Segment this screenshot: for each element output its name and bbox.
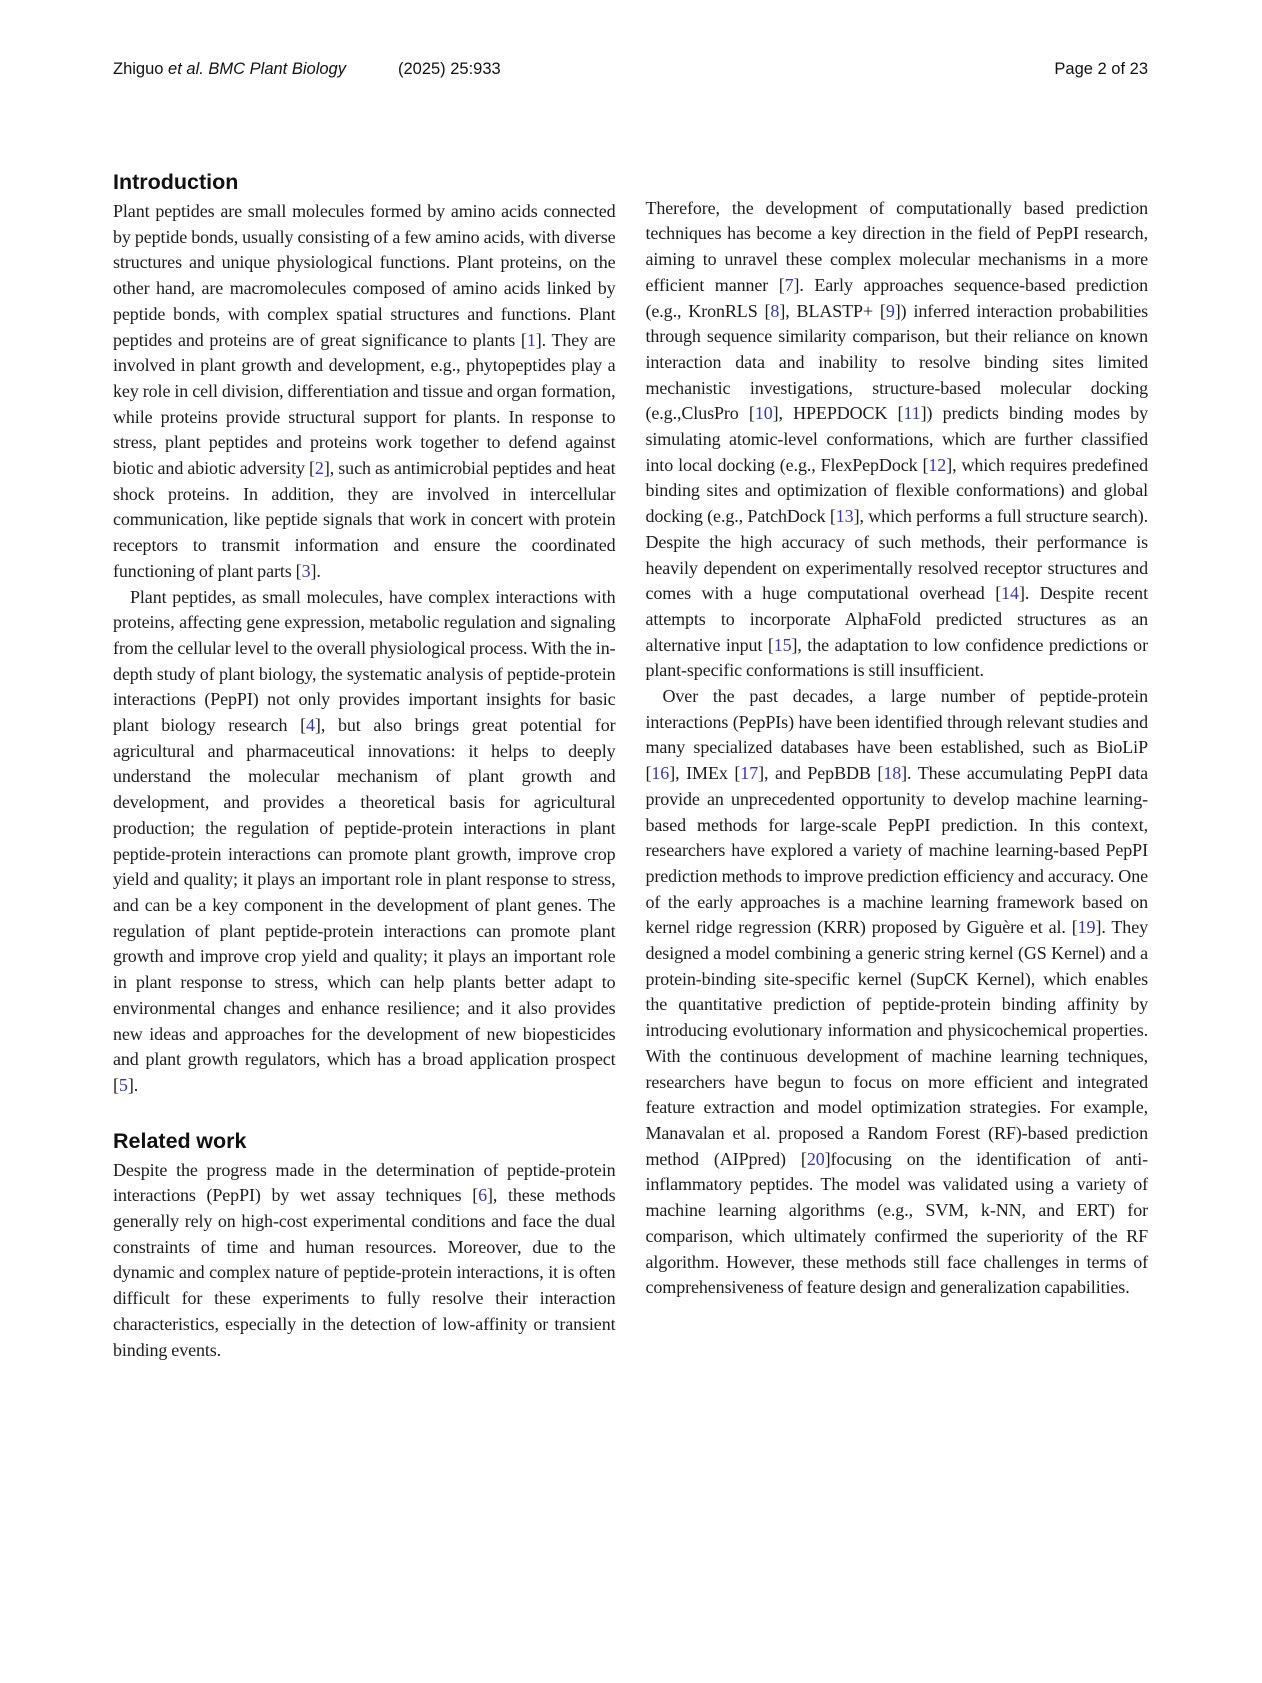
page-header bbox=[113, 60, 1148, 79]
citation-link[interactable]: 19 bbox=[1077, 917, 1096, 938]
citation-link[interactable]: 17 bbox=[740, 763, 759, 784]
right-paragraph-1: Therefore, the development of computationally based prediction techniques has become a key direction in the field of PepPI research, aiming to unravel these complex molecular mechanisms in a more efficient manner [7]. Early approaches sequence-based prediction (e.g., KronRLS [8], BLASTP+ [9]) inferred interaction probabilities through sequence similarity comparison, but their reliance on known interaction data and inability to resolve binding sites limited mechanistic investigations, structure-based molecular docking (e.g.,ClusPro [10], HPEPDOCK [11]) predicts binding modes by simulating atomic-level conformations, which are further classified into local docking (e.g., FlexPepDock [12], which requires predefined binding sites and optimization of flexible conformations) and global docking (e.g., PatchDock [13], which performs a full structure search). Despite the high accuracy of such methods, their performance is heavily dependent on experimentally resolved receptor structures and comes with a huge computational overhead [14]. Despite recent attempts to incorporate AlphaFold predicted structures as an alternative input [15], the adaptation to low confidence predictions or plant-specific conformations is still insufficient. bbox=[645, 197, 1148, 681]
article-body bbox=[113, 170, 1148, 1363]
citation-link[interactable]: 1 bbox=[526, 329, 536, 350]
page-number: Page 2 of 23 bbox=[1054, 60, 1148, 78]
issue-citation: (2025) 25:933 bbox=[397, 60, 501, 78]
journal-reference bbox=[113, 60, 501, 79]
citation-link[interactable]: 2 bbox=[314, 458, 324, 479]
citation-link[interactable]: 18 bbox=[883, 763, 902, 784]
citation-link[interactable]: 6 bbox=[478, 1185, 488, 1206]
citation-link[interactable]: 20 bbox=[806, 1148, 825, 1169]
right-column bbox=[646, 170, 1149, 1363]
related-work-heading: Related work bbox=[113, 1128, 247, 1153]
citation-link[interactable]: 16 bbox=[651, 763, 670, 784]
citation-link[interactable]: 15 bbox=[773, 634, 792, 655]
journal-title: et al. BMC Plant Biology bbox=[168, 60, 346, 78]
related-work-paragraph-1: Despite the progress made in the determination of peptide-protein interactions (PepPI) by wet assay techniques [6], these methods generally rely on high-cost experimental conditions and face the dual constraints of time and human resources. Moreover, due to the dynamic and complex nature of peptide-protein interactions, it is often difficult for these experiments to fully resolve their interaction characteristics, especially in the detection of low-affinity or transient binding events. bbox=[113, 1159, 616, 1360]
citation-link[interactable]: 14 bbox=[1001, 583, 1019, 604]
citation-link[interactable]: 5 bbox=[118, 1074, 128, 1095]
introduction-paragraph-1: Plant peptides are small molecules formed by amino acids connected by peptide bonds, usually consisting of a few amino acids, with diverse structures and unique physiological functions. Plant proteins, on the other hand, are macromolecules composed of amino acids linked by peptide bonds, with complex spatial structures and functions. Plant peptides and proteins are of great significance to plants [1]. They are involved in plant growth and development, e.g., phytopeptides play a key role in cell division, differentiation and tissue and organ formation, while proteins provide structural support for plants. In response to stress, plant peptides and proteins work together to defend against biotic and abiotic adversity [2], such as antimicrobial peptides and heat shock proteins. In addition, they are involved in intercellular communication, like peptide signals that work in concert with protein receptors to transmit information and ensure the coordinated functioning of plant parts [3]. bbox=[113, 201, 616, 581]
citation-link[interactable]: 10 bbox=[754, 403, 773, 424]
citation-link[interactable]: 9 bbox=[885, 300, 895, 321]
citation-link[interactable]: 11 bbox=[903, 403, 921, 424]
introduction-paragraph-2: Plant peptides, as small molecules, have complex interactions with proteins, affecting gene expression, metabolic regulation and signaling from the cellular level to the overall physiological process. With the in-depth study of plant biology, the systematic analysis of peptide-protein interactions (PepPI) not only provides important insights for basic plant biology research [4], but also brings great potential for agricultural and pharmaceutical innovations: it helps to deeply understand the molecular mechanism of plant growth and development, and provides a theoretical basis for agricultural production; the regulation of peptide-protein interactions in plant peptide-protein interactions can promote plant growth, improve crop yield and quality; it plays an important role in plant response to stress, and can be a key component in the development of plant genes. The regulation of plant peptide-protein interactions can promote plant growth and improve crop yield and quality; it plays an important role in plant response to stress, which can help plants better adapt to environmental changes and enhance resilience; and it also provides new ideas and approaches for the development of new biopesticides and plant growth regulators, which has a broad application prospect [5]. bbox=[113, 586, 616, 1095]
citation-link[interactable]: 4 bbox=[306, 715, 315, 736]
introduction-heading: Introduction bbox=[113, 170, 239, 194]
citation-link[interactable]: 7 bbox=[784, 274, 794, 295]
citation-link[interactable]: 8 bbox=[770, 300, 780, 321]
citation-link[interactable]: 3 bbox=[301, 560, 311, 581]
citation-link[interactable]: 12 bbox=[928, 454, 947, 475]
citation-link[interactable]: 13 bbox=[835, 506, 854, 527]
left-column bbox=[113, 170, 616, 1363]
right-paragraph-2: Over the past decades, a large number of peptide-protein interactions (PepPIs) have been identified through relevant studies and many specialized databases have been established, such as BioLiP [16], IMEx [17], and PepBDB [18]. These accumulating PepPI data provide an unprecedented opportunity to develop machine learning-based methods for large-scale PepPI prediction. In this context, researchers have explored a variety of machine learning-based PepPI prediction methods to improve prediction efficiency and accuracy. One of the early approaches is a machine learning framework based on kernel ridge regression (KRR) proposed by Giguère et al. [19]. They designed a model combining a generic string kernel (GS Kernel) and a protein-binding site-specific kernel (SupCK Kernel), which enables the quantitative prediction of peptide-protein binding affinity by introducing evolutionary information and physicochemical properties. With the continuous development of machine learning techniques, researchers have begun to focus on more efficient and integrated feature extraction and model optimization strategies. For example, Manavalan et al. proposed a Random Forest (RF)-based prediction method (AIPpred) [20]focusing on the identification of anti-inflammatory peptides. The model was validated using a variety of machine learning algorithms (e.g., SVM, k-NN, and ERT) for comparison, which ultimately confirmed the superiority of the RF algorithm. However, these methods still face challenges in terms of comprehensiveness of feature design and generalization capabilities. bbox=[645, 686, 1148, 1298]
author-name: Zhiguo bbox=[113, 60, 164, 78]
